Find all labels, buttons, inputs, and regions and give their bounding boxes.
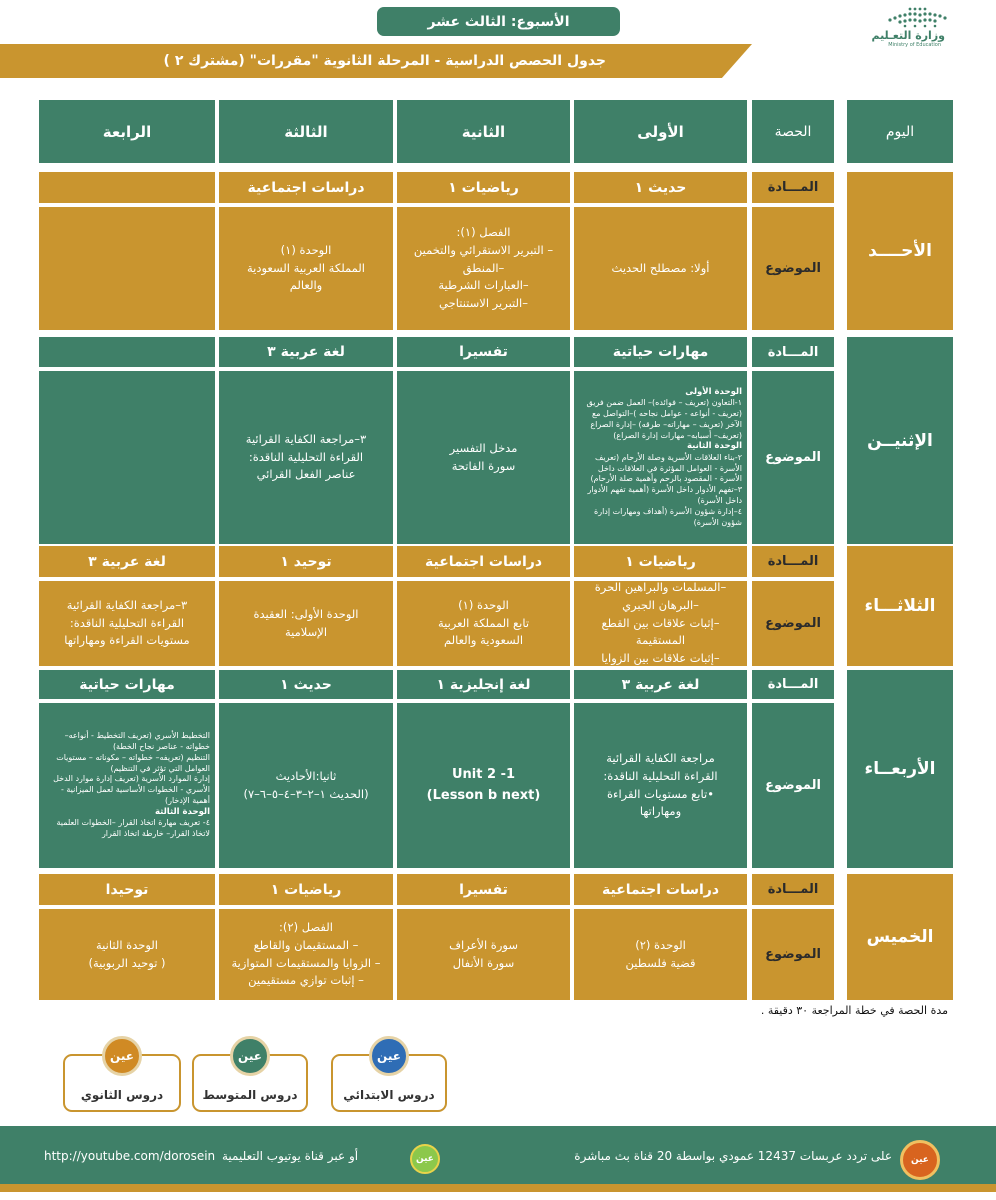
youtube-text: أو عبر قناة يوتيوب التعليمية [222, 1149, 359, 1163]
topic-line: الوحدة (٢) [635, 937, 686, 952]
topic-line: – المستقيمان والقاطع [253, 937, 359, 952]
topic-label: الموضوع [752, 703, 834, 868]
column-header-second: الثانية [397, 100, 570, 163]
topic-line: مراجعة الكفاية القرائية [606, 750, 715, 765]
day-cell: الثلاثـــاء [847, 546, 953, 666]
duration-note: مدة الحصة في خطة المراجعة ٣٠ دقيقة . [760, 1004, 948, 1017]
topic-line: القراءة التحليلية الناقدة: [69, 615, 185, 630]
topic-line: ٤–إدارة شؤون الأسرة (أهداف ومهارات إدارة شؤون الأسرة) [594, 506, 742, 527]
topic-line: عناصر الفعل القرائي [256, 467, 356, 482]
subject-label: المـــادة [752, 874, 834, 905]
subject-cell: مهارات حياتية [39, 670, 215, 699]
topic-cell [219, 581, 393, 666]
topic-line: ١-التعاون (تعريف – فوائده)– العمل ضمن فريق (تعريف - أنواعه - عوامل نجاحه )–التواصل مع الآخر (تعريف – مهاراته– طرقه) –إدارة الصراع (تعريف– أسبابه– مهارات إدارة الصراع) [586, 398, 742, 440]
topic-line: التنظيم (تعريفه– خطواته – مكوناته – مستويات العوامل التي تؤثر في التنظيم) [56, 752, 210, 773]
topic-line: الفصل (٢): [279, 919, 333, 934]
topic-cell [219, 703, 393, 868]
page-title: جدول الحصص الدراسية - المرحلة الثانوية "مقررات" (مشترك ٢ ) [163, 53, 606, 69]
topic-line: – إثبات توازي مستقيمين [248, 973, 364, 988]
footer [0, 1126, 996, 1192]
subject-cell: لغة عربية ٣ [39, 546, 215, 577]
topic-label: الموضوع [752, 909, 834, 1000]
subject-cell: حديث ١ [574, 172, 747, 203]
topic-line: –المسلمات والبراهين الحرة [594, 579, 727, 594]
channel-badge[interactable] [63, 1049, 181, 1112]
subject-label: المـــادة [752, 546, 834, 577]
subject-cell: تفسيرا [397, 874, 570, 905]
subject-cell: دراسات اجتماعية [574, 874, 747, 905]
column-header-period: الحصة [752, 100, 834, 163]
topic-line: ٤- تعريف مهارة اتخاذ القرار –الخطوات العلمية لاتخاذ القرار– خارطة اتخاذ القرار [56, 818, 210, 839]
topic-line: الوحدة الأولى: العقيدة [253, 606, 359, 621]
topic-line: –إثبات علاقات بين القطع [601, 615, 720, 630]
topic-line: سورة الفاتحة [451, 458, 516, 473]
topic-line: •تابع مستويات القراءة [607, 786, 714, 801]
topic-line: مستويات القراءة ومهاراتها [64, 633, 190, 648]
topic-line: –العبارات الشرطية [438, 278, 529, 293]
day-cell: الخميس [847, 874, 953, 1000]
topic-cell [574, 703, 747, 868]
youtube-link[interactable]: http://youtube.com/dorosein [44, 1149, 216, 1163]
subject-cell: دراسات اجتماعية [397, 546, 570, 577]
subject-cell: رياضيات ١ [574, 546, 747, 577]
subject-cell: توحيدا [39, 874, 215, 905]
topic-line: القراءة التحليلية الناقدة: [603, 768, 718, 783]
topic-line: سورة الأنفال [452, 955, 515, 970]
day-cell: الإثنيــن [847, 337, 953, 544]
day-cell: الأربعــاء [847, 670, 953, 868]
topic-line: –إثبات علاقات بين الزوايا [601, 651, 720, 666]
topic-label: الموضوع [752, 581, 834, 666]
subject-cell: لغة إنجليزية ١ [397, 670, 570, 699]
column-header-first: الأولى [574, 100, 747, 163]
ein-logo-icon: عين [369, 1036, 409, 1076]
topic-cell [397, 581, 570, 666]
topic-label: الموضوع [752, 371, 834, 544]
topic-cell [574, 909, 747, 1000]
topic-cell [574, 581, 747, 666]
topic-line: مدخل التفسير [449, 440, 518, 455]
subject-cell: تفسيرا [397, 337, 570, 367]
subject-cell: لغة عربية ٣ [219, 337, 393, 367]
topic-line: (Lesson b next) [426, 787, 541, 803]
column-header-fourth: الرابعة [39, 100, 215, 163]
topic-line: الإسلامية [284, 624, 328, 639]
title-band [0, 44, 996, 78]
topic-line: التخطيط الأسري (تعريف التخطيط - أنواعه– خطواته - عناصر نجاح الخطة) [64, 731, 210, 751]
subject-cell: لغة عربية ٣ [574, 670, 747, 699]
subject-cell: رياضيات ١ [219, 874, 393, 905]
topic-cell [397, 207, 570, 330]
topic-line: قضية فلسطين [625, 955, 696, 970]
topic-line: أولا: مصطلح الحديث [611, 260, 710, 275]
subject-cell: مهارات حياتية [574, 337, 747, 367]
topic-cell [574, 371, 747, 544]
logo-arabic: وزارة التعـليم [871, 29, 945, 42]
subject-label: المـــادة [752, 337, 834, 367]
ein-channel-icon: عين [900, 1140, 940, 1180]
badge-label: دروس الثانوي [80, 1088, 164, 1102]
youtube-channel-icon: عين [410, 1144, 440, 1174]
topic-line: والعالم [289, 278, 323, 293]
topic-line: الوحدة الثانية [686, 441, 742, 452]
badge-label: دروس المتوسط [202, 1088, 298, 1102]
topic-line: – الزوايا والمستقيمات المتوازية [231, 955, 381, 970]
subject-cell [39, 337, 215, 367]
topic-cell [397, 371, 570, 544]
topic-label: الموضوع [752, 207, 834, 330]
subject-cell: حديث ١ [219, 670, 393, 699]
ein-logo-icon: عين [102, 1036, 142, 1076]
channel-badge[interactable] [192, 1049, 308, 1112]
ministry-logo-icon [886, 6, 952, 28]
topic-line: سورة الأعراف [449, 937, 518, 952]
subject-cell: رياضيات ١ [397, 172, 570, 203]
topic-line: القراءة التحليلية الناقدة: [248, 449, 364, 464]
column-header-day: اليوم [847, 100, 953, 163]
topic-line: ثانيا:الأحاديث [275, 768, 337, 783]
subject-cell: توحيد ١ [219, 546, 393, 577]
topic-line: الوحدة الأولى [685, 386, 742, 397]
topic-line: ( توحيد الربوبية) [88, 955, 166, 970]
topic-line: الوحدة الثالثة [154, 806, 210, 817]
topic-cell [39, 371, 215, 544]
topic-line: المملكة العربية السعودية [247, 260, 365, 275]
topic-line: ٣–مراجعة الكفاية القرائية [245, 431, 367, 446]
topic-line: الوحدة الثانية [96, 937, 158, 952]
topic-cell [39, 703, 215, 868]
subject-cell: دراسات اجتماعية [219, 172, 393, 203]
topic-line: الوحدة (١) [458, 597, 509, 612]
topic-cell [574, 207, 747, 330]
topic-line: ٣–تفهم الأدوار داخل الأسرة (أهمية تفهم الأدوار داخل الأسرة) [587, 485, 742, 505]
topic-cell [219, 207, 393, 330]
topic-cell [219, 909, 393, 1000]
week-pill: الأسبوع: الثالث عشر [377, 7, 620, 36]
topic-cell [219, 371, 393, 544]
badge-label: دروس الابتدائي [343, 1088, 435, 1102]
ministry-logo [840, 5, 970, 48]
topic-line: ٢-بناء العلاقات الأسرية وصلة الأرحام (تعريف الأسرة - العوامل المؤثرة في العلاقات داخل الأسرة - المقصود بالرحم وأهمية صلة الأرحام) [590, 452, 742, 484]
topic-cell [39, 581, 215, 666]
topic-line: تابع المملكة العربية [437, 615, 530, 630]
topic-line: المستقيمة [635, 633, 686, 648]
subject-label: المـــادة [752, 172, 834, 203]
satellite-info: على تردد عربسات 12437 عمودي بواسطة 20 قناة بث مباشرة [574, 1149, 892, 1163]
ein-logo-icon: عين [230, 1036, 270, 1076]
subject-cell [39, 172, 215, 203]
topic-line: الوحدة (١) [280, 242, 332, 257]
column-header-third: الثالثة [219, 100, 393, 163]
topic-line: Unit 2 -1 [451, 767, 516, 783]
topic-line: –البرهان الجبري [622, 597, 699, 612]
logo-english: Ministry of Education [888, 42, 941, 48]
topic-line: الفصل (١): [456, 224, 511, 239]
topic-line: إدارة الموارد الأسرية (تعريف إدارة موارد الدخل الأسري - الخطوات الأساسية لعمل الميزانية - أهمية الإدخار) [53, 774, 210, 805]
topic-cell [39, 909, 215, 1000]
topic-cell [397, 909, 570, 1000]
topic-cell [39, 207, 215, 330]
channel-badge[interactable] [331, 1049, 447, 1112]
topic-line: – التبرير الاستقرائي والتخمين [413, 242, 554, 257]
topic-line: ومهاراتها [639, 804, 682, 819]
topic-line: ٣–مراجعة الكفاية القرائية [66, 597, 188, 612]
subject-label: المـــادة [752, 670, 834, 699]
topic-line: –المنطق [462, 260, 505, 275]
topic-line: السعودية والعالم [443, 633, 524, 648]
topic-cell [397, 703, 570, 868]
topic-line: –التبرير الاستنتاجي [439, 296, 528, 311]
topic-line: (الحديث ١–٢–٣–٤–٥–٦–٧) [243, 786, 369, 801]
day-cell: الأحــــد [847, 172, 953, 330]
